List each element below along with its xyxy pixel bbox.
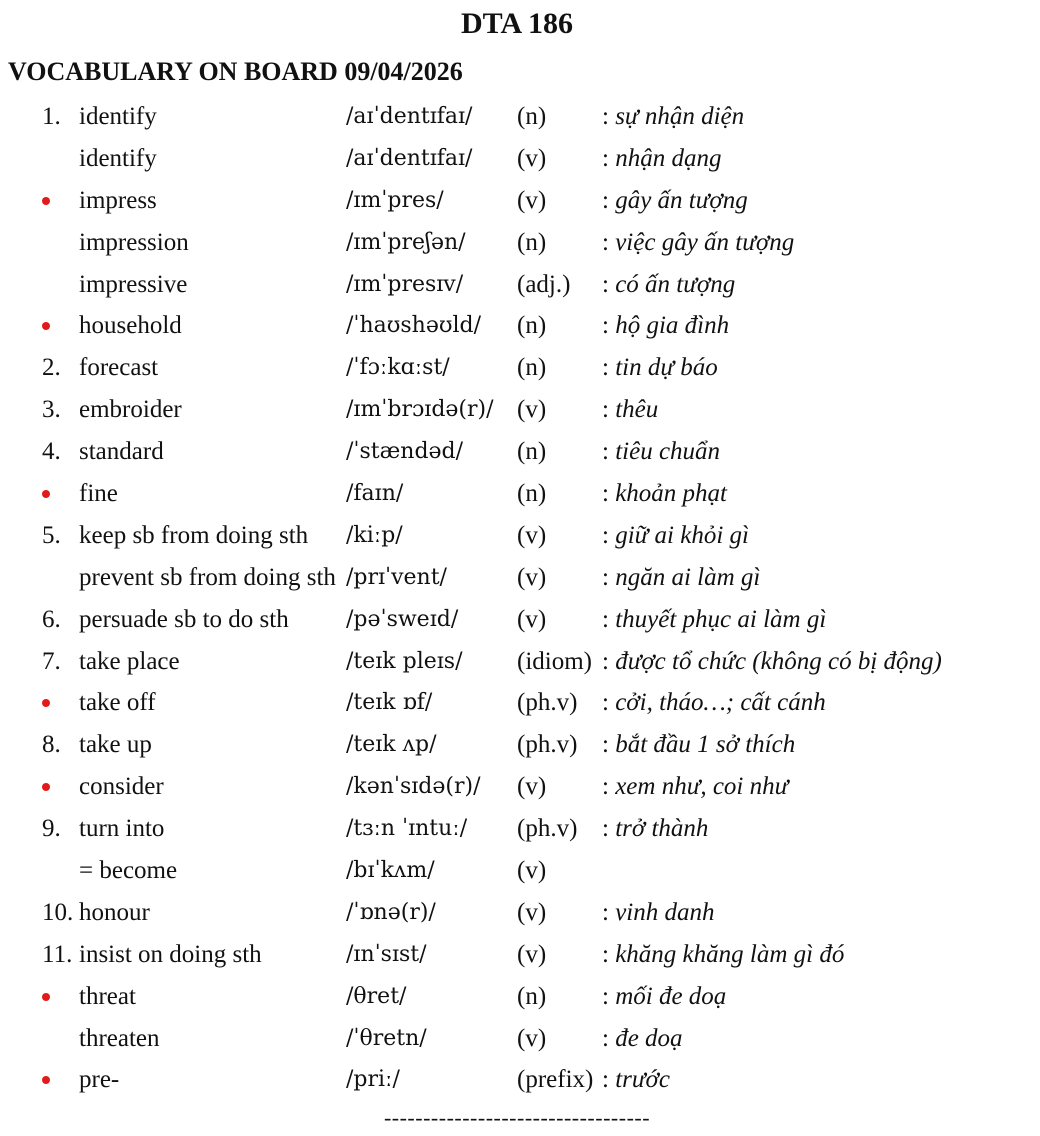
pronunciation: /tɜːn ˈɪntuː/ — [346, 816, 468, 842]
item-number: 6. — [42, 605, 61, 633]
vocab-row — [0, 641, 1040, 683]
vocab-row — [0, 431, 1040, 473]
red-bullet-icon — [42, 197, 50, 205]
vocab-row — [0, 808, 1040, 850]
item-number: 9. — [42, 815, 61, 843]
meaning-text: tiêu chuẩn — [608, 438, 721, 466]
part-of-speech: (v) — [517, 940, 547, 968]
meaning: : gây ấn tượng — [602, 186, 748, 214]
meaning: : đe doạ — [602, 1024, 683, 1052]
part-of-speech: (n) — [517, 480, 547, 508]
meaning-text: cởi, tháo…; cất cánh — [608, 689, 826, 717]
meaning: : có ấn tượng — [602, 270, 736, 298]
meaning: : mối đe doạ — [602, 982, 727, 1010]
part-of-speech: (idiom) — [517, 647, 592, 675]
vocab-word: standard — [79, 438, 164, 466]
vocab-row — [0, 892, 1040, 934]
vocab-row — [0, 305, 1040, 347]
vocab-word: take place — [79, 647, 180, 675]
item-number: 3. — [42, 396, 61, 424]
part-of-speech: (n) — [517, 354, 547, 382]
vocab-word: = become — [79, 857, 178, 885]
meaning: : khoản phạt — [602, 480, 727, 508]
item-number: 8. — [42, 731, 61, 759]
vocab-row — [0, 682, 1040, 724]
vocab-word: consider — [79, 773, 164, 801]
meaning-text: tin dự báo — [608, 354, 718, 382]
meaning-text: khoản phạt — [608, 480, 727, 508]
vocab-row — [0, 473, 1040, 515]
meaning: : vinh danh — [602, 898, 715, 926]
vocab-word: impression — [79, 228, 189, 256]
meaning-text: có ấn tượng — [608, 270, 736, 298]
meaning-text: nhận dạng — [608, 144, 722, 172]
meaning-text: ngăn ai làm gì — [608, 563, 761, 591]
meaning: : thuyết phục ai làm gì — [602, 605, 827, 633]
meaning-text: việc gây ấn tượng — [608, 228, 795, 256]
vocab-word: threat — [79, 982, 136, 1010]
part-of-speech: (v) — [517, 605, 547, 633]
vocab-word: honour — [79, 898, 150, 926]
vocabulary-list — [0, 96, 1040, 1101]
meaning: : trước — [602, 1066, 670, 1094]
meaning: : ngăn ai làm gì — [602, 563, 761, 591]
red-bullet-icon — [42, 783, 50, 791]
meaning-text: được tổ chức (không có bị động) — [608, 647, 942, 675]
meaning: : việc gây ấn tượng — [602, 228, 795, 256]
pronunciation: /prɪˈvent/ — [346, 564, 447, 590]
pronunciation: /θret/ — [346, 983, 407, 1009]
part-of-speech: (v) — [517, 144, 547, 172]
meaning-text: khăng khăng làm gì đó — [608, 940, 845, 968]
vocab-word: keep sb from doing sth — [79, 521, 309, 549]
vocab-word: household — [79, 312, 182, 340]
meaning: : bắt đầu 1 sở thích — [602, 731, 796, 759]
meaning-text: giữ ai khỏi gì — [608, 521, 749, 549]
vocab-row — [0, 222, 1040, 264]
part-of-speech: (ph.v) — [517, 815, 578, 843]
pronunciation: /ˈɒnə(r)/ — [346, 899, 436, 925]
vocab-row — [0, 1059, 1040, 1101]
pronunciation: /ɪmˈbrɔɪdə(r)/ — [346, 397, 494, 423]
item-number: 11. — [42, 940, 73, 968]
pronunciation: /ˈθretn/ — [346, 1025, 427, 1051]
pronunciation: /faɪn/ — [346, 481, 404, 507]
red-bullet-icon — [42, 1076, 50, 1084]
part-of-speech: (adj.) — [517, 270, 571, 298]
vocab-row — [0, 264, 1040, 306]
meaning: : hộ gia đình — [602, 312, 730, 340]
vocab-row — [0, 1018, 1040, 1060]
item-number: 1. — [42, 103, 61, 130]
meaning: : được tổ chức (không có bị động) — [602, 647, 942, 675]
part-of-speech: (n) — [517, 438, 547, 466]
vocab-row — [0, 976, 1040, 1018]
vocab-row — [0, 850, 1040, 892]
vocab-row — [0, 557, 1040, 599]
part-of-speech: (v) — [517, 898, 547, 926]
part-of-speech: (v) — [517, 1024, 547, 1052]
pronunciation: /aɪˈdentɪfaɪ/ — [346, 145, 473, 171]
vocab-word: impressive — [79, 270, 188, 298]
pronunciation: /teɪk ʌp/ — [346, 732, 437, 758]
meaning-text: bắt đầu 1 sở thích — [608, 731, 796, 759]
meaning-text: trước — [608, 1066, 670, 1094]
vocab-row — [0, 934, 1040, 976]
meaning: : tiêu chuẩn — [602, 438, 721, 466]
meaning: : thêu — [602, 396, 659, 424]
meaning: : tin dự báo — [602, 354, 718, 382]
meaning-text: xem như, coi như — [608, 773, 789, 801]
item-number: 2. — [42, 354, 61, 382]
red-bullet-icon — [42, 490, 50, 498]
meaning-text: vinh danh — [608, 898, 715, 926]
meaning: : khăng khăng làm gì đó — [602, 940, 845, 968]
vocab-row — [0, 766, 1040, 808]
vocab-word: fine — [79, 480, 118, 508]
meaning-text: trở thành — [608, 815, 709, 843]
part-of-speech: (prefix) — [517, 1066, 594, 1094]
document-title: DTA 186 — [461, 7, 573, 40]
part-of-speech: (n) — [517, 312, 547, 340]
meaning: : sự nhận diện — [602, 103, 745, 130]
divider-line: ---------------------------------- — [383, 1105, 651, 1130]
meaning-text: thêu — [608, 396, 659, 424]
part-of-speech: (n) — [517, 228, 547, 256]
vocab-word: take off — [79, 689, 156, 717]
part-of-speech: (n) — [517, 982, 547, 1010]
pronunciation: /ɪmˈpresɪv/ — [346, 271, 464, 297]
vocab-word: threaten — [79, 1024, 160, 1052]
meaning-text: hộ gia đình — [608, 312, 730, 340]
pronunciation: /ɪmˈpres/ — [346, 187, 444, 213]
pronunciation: /ˈstændəd/ — [346, 439, 464, 465]
pronunciation: /priː/ — [346, 1067, 400, 1093]
vocab-word: identify — [79, 103, 157, 130]
part-of-speech: (v) — [517, 563, 547, 591]
part-of-speech: (ph.v) — [517, 731, 578, 759]
vocab-word: turn into — [79, 815, 165, 843]
vocab-row — [0, 96, 1040, 138]
pronunciation: /ˈhaʊshəʊld/ — [346, 313, 482, 339]
meaning-text: gây ấn tượng — [608, 186, 748, 214]
pronunciation: /kiːp/ — [346, 522, 403, 548]
part-of-speech: (v) — [517, 521, 547, 549]
meaning: : cởi, tháo…; cất cánh — [602, 689, 826, 717]
meaning: : xem như, coi như — [602, 773, 789, 801]
pronunciation: /pəˈsweɪd/ — [346, 606, 459, 632]
vocab-word: pre- — [79, 1066, 120, 1094]
item-number: 5. — [42, 521, 61, 549]
meaning-text: thuyết phục ai làm gì — [608, 605, 827, 633]
vocab-row — [0, 347, 1040, 389]
vocab-row — [0, 724, 1040, 766]
vocab-row — [0, 389, 1040, 431]
pronunciation: /ˈfɔːkɑːst/ — [346, 355, 450, 381]
part-of-speech: (v) — [517, 857, 547, 885]
item-number: 7. — [42, 647, 61, 675]
pronunciation: /kənˈsɪdə(r)/ — [346, 774, 481, 800]
vocab-word: persuade sb to do sth — [79, 605, 289, 633]
red-bullet-icon — [42, 322, 50, 330]
vocab-word: take up — [79, 731, 152, 759]
pronunciation: /ɪmˈpreʃən/ — [346, 229, 466, 255]
pronunciation: /bɪˈkʌm/ — [346, 858, 435, 884]
pronunciation: /teɪk pleɪs/ — [346, 648, 463, 674]
vocabulary-heading: VOCABULARY ON BOARD 09/04/2026 — [8, 57, 463, 86]
meaning: : trở thành — [602, 815, 709, 843]
pronunciation: /aɪˈdentɪfaɪ/ — [346, 104, 473, 129]
item-number: 4. — [42, 438, 61, 466]
pronunciation: /ɪnˈsɪst/ — [346, 941, 427, 967]
vocab-row — [0, 515, 1040, 557]
part-of-speech: (v) — [517, 186, 547, 214]
vocab-row — [0, 138, 1040, 180]
vocab-row — [0, 599, 1040, 641]
item-number: 10. — [42, 898, 74, 926]
vocab-word: identify — [79, 144, 157, 172]
meaning-text: mối đe doạ — [608, 982, 727, 1010]
red-bullet-icon — [42, 699, 50, 707]
vocab-row — [0, 180, 1040, 222]
meaning-text: đe doạ — [608, 1024, 683, 1052]
part-of-speech: (ph.v) — [517, 689, 578, 717]
part-of-speech: (v) — [517, 773, 547, 801]
vocab-word: embroider — [79, 396, 182, 424]
part-of-speech: (v) — [517, 396, 547, 424]
pronunciation: /teɪk ɒf/ — [346, 690, 433, 716]
vocab-word: insist on doing sth — [79, 940, 262, 968]
meaning: : giữ ai khỏi gì — [602, 521, 749, 549]
meaning-text: sự nhận diện — [608, 103, 745, 130]
red-bullet-icon — [42, 993, 50, 1001]
vocab-word: prevent sb from doing sth — [79, 563, 336, 591]
meaning: : nhận dạng — [602, 144, 722, 172]
vocab-word: impress — [79, 186, 157, 214]
part-of-speech: (n) — [517, 103, 547, 130]
vocab-word: forecast — [79, 354, 159, 382]
